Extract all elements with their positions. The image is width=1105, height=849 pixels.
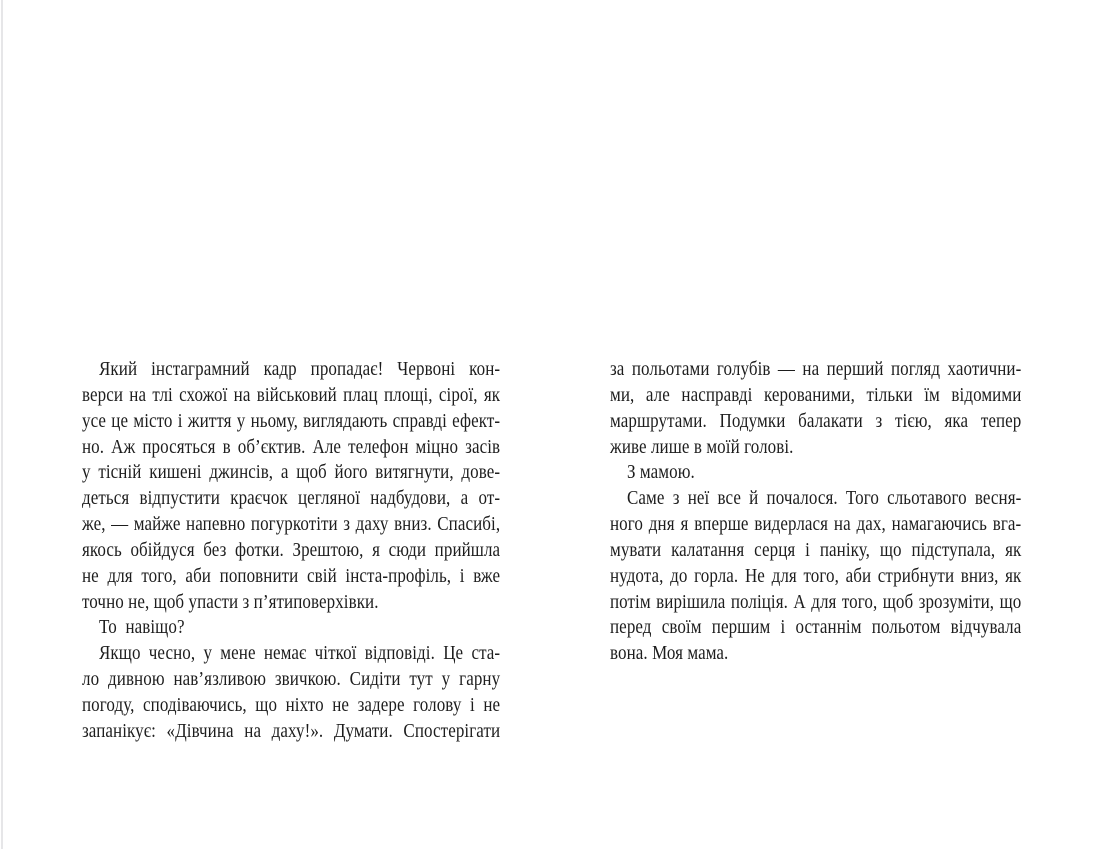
text-line: за польотами голубів — на перший погляд хаотични- bbox=[610, 358, 1022, 380]
text-line: точно не, щоб упасти з п’ятиповерхівки. bbox=[82, 590, 379, 613]
text-line: живе лише в моїй голові. bbox=[610, 435, 794, 458]
text-line: усе це місто і життя у ньому, виглядають справді ефект- bbox=[82, 409, 501, 432]
text-line: деться відпустити краєчок цегляної надбудови, а от- bbox=[82, 487, 501, 510]
left-page-text-block bbox=[82, 357, 500, 745]
text-line: То навіщо? bbox=[99, 616, 185, 639]
text-line: мувати калатання серця і паніку, що підступала, як bbox=[610, 538, 1022, 561]
text-line: погоду, сподіваючись, що ніхто не задере голову і не bbox=[82, 693, 501, 716]
text-line: Саме з неї все й почалося. Того сльотавого весня- bbox=[627, 487, 1022, 510]
page-edge-line bbox=[1, 0, 3, 849]
text-line: З мамою. bbox=[627, 461, 695, 484]
right-page-text-block bbox=[610, 357, 1021, 667]
text-line: верси на тлі схожої на військовий плац площі, сірої, як bbox=[82, 383, 501, 406]
text-line: не для того, аби поповнити свій інста-профіль, і вже bbox=[82, 564, 501, 587]
text-line: ло дивною нав’язливою звичкою. Сидіти тут у гарну bbox=[82, 668, 501, 691]
text-line: ного дня я вперше видерлася на дах, намагаючись вга- bbox=[610, 513, 1022, 536]
text-line: нудота, до горла. Не для того, аби стрибнути вниз, як bbox=[610, 564, 1022, 587]
text-line: ми, але насправді керованими, тільки їм відомими bbox=[610, 383, 1022, 406]
text-line: Який інстаграмний кадр пропадає! Червоні кон- bbox=[99, 358, 501, 380]
text-line: маршрутами. Подумки балакати з тією, яка тепер bbox=[610, 409, 1022, 432]
text-line: запанікує: «Дівчина на даху!». Думати. Спостерігати bbox=[82, 719, 501, 742]
text-line: но. Аж просяться в об’єктив. Але телефон міцно засів bbox=[82, 435, 501, 458]
text-line: же, — майже напевно погуркотіти з даху вниз. Спасибі, bbox=[82, 513, 501, 536]
text-line: Якщо чесно, у мене немає чіткої відповіді. Це ста- bbox=[99, 642, 501, 665]
text-line: перед своїм першим і останнім польотом відчувала bbox=[610, 616, 1022, 639]
text-line: якось обійдуся без фотки. Зрештою, я сюди прийшла bbox=[82, 538, 501, 561]
text-line: у тісній кишені джинсів, а щоб його витягнути, дове- bbox=[82, 461, 501, 484]
text-line: вона. Моя мама. bbox=[610, 642, 729, 665]
text-line: потім вирішила поліція. А для того, щоб зрозуміти, що bbox=[610, 590, 1022, 613]
